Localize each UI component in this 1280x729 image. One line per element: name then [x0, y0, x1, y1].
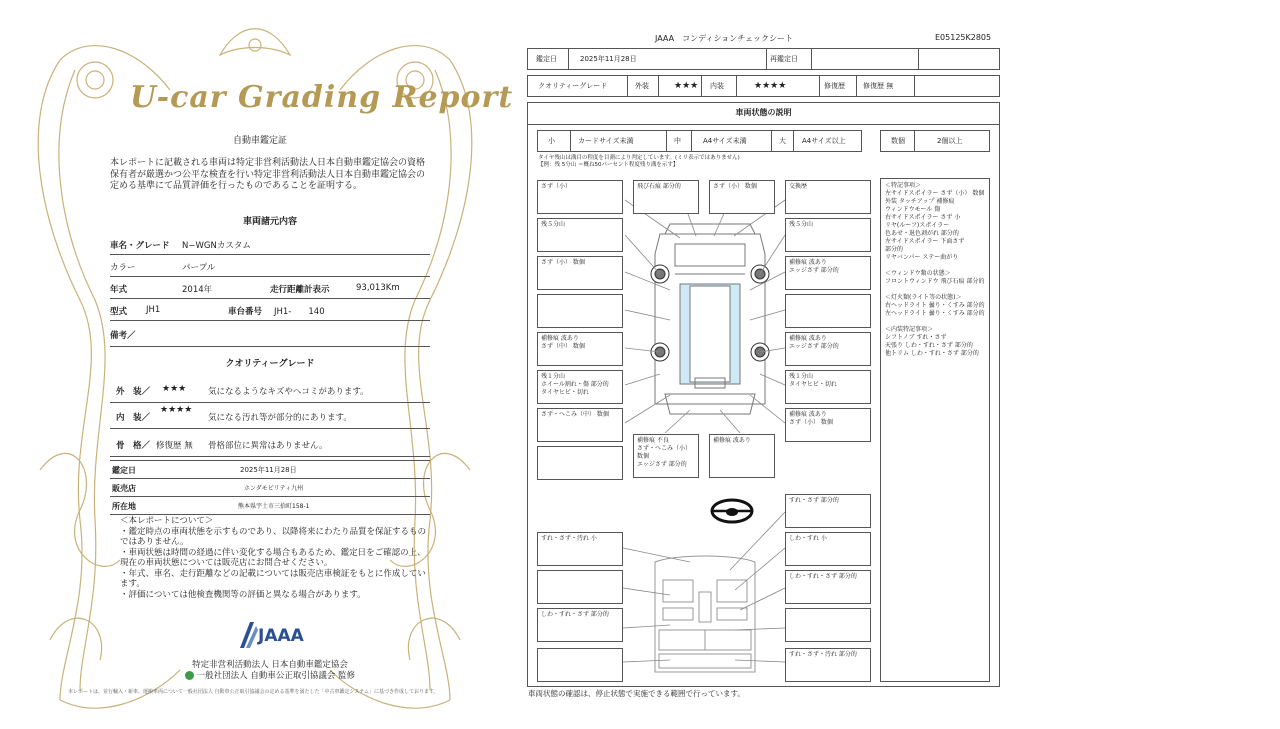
exterior-label-tire-fr: 残５分山 [785, 218, 871, 252]
condition-header: 車両状態の説明 [527, 102, 1000, 125]
exterior-label-bonnet: さず（小） 数個 [709, 180, 775, 214]
exterior-label-front-glass: 飛び石痕 部分的 [633, 180, 699, 214]
exterior-label-quarter-right: 補修痕 波あり さず（小） 数個 [785, 408, 871, 442]
org-fair-trade [170, 671, 370, 682]
tire-note [538, 155, 740, 169]
remark-line: ＜特記事項＞ [885, 182, 922, 189]
special-remarks-panel [880, 178, 990, 682]
exterior-stars: ★★★ [162, 384, 187, 394]
size-large-label: 大 [779, 137, 786, 145]
exterior-label-tire-rr: 残１分山 タイヤヒビ・切れ [785, 370, 871, 404]
interior-label-rear-seat: すれ・さず・汚れ 部分的 [785, 648, 871, 682]
interior-label-ceiling: しわ・すれ・さず 部分的 [785, 570, 871, 604]
exterior-text: 気になるようなキズやヘコミがあります。 [208, 387, 369, 397]
certificate-subtitle: 自動車鑑定証 [232, 136, 287, 146]
sheet-int-label: 内装 [710, 82, 724, 90]
exterior-label-tire-fl: 残５分山 [537, 218, 623, 252]
sheet-date-label: 鑑定日 [536, 55, 557, 63]
org-fair-trade-label: 一般社団法人 自動車公正取引協議会 監修 [196, 671, 356, 681]
sheet-grade-label: クオリティーグレード [538, 82, 608, 90]
interior-label-steering: すれ・さず 部分的 [785, 494, 871, 528]
note-item: ・評価については他検査機関等の評価と異なる場合があります。 [120, 589, 366, 600]
year-label: 年式 [110, 285, 128, 295]
count-legend [880, 130, 990, 152]
tire-note-line: タイヤ残山は溝目の程度を目測により判定しています。(ミリ表示ではありません) [538, 155, 740, 161]
remark-line: リヤ(ルーフ)スポイラー [885, 222, 950, 229]
date-row [527, 48, 1000, 70]
model-label: 車名・グレード [110, 241, 170, 251]
model-value: N−WGNカスタム [182, 241, 251, 251]
exterior-label-rear-bumper: 補修痕 不良 さず・へこみ（小） 数個 エッジさず 部分的 [633, 434, 699, 478]
color-label: カラー [110, 263, 136, 273]
jaaa-logo-text: JAAA [258, 626, 304, 646]
exterior-label-back-door: 補修痕 波あり [709, 434, 775, 478]
remark-line: 左サイドスポイラー 下面さず [885, 238, 965, 245]
remark-line: 他トリム しわ・すれ・さず 部分的 [885, 350, 979, 357]
sheet-code: E05125K2805 [935, 33, 992, 42]
size-large-desc: A4サイズ以上 [802, 137, 846, 145]
interior-text: 気になる汚れ等が部分的にあります。 [208, 413, 352, 423]
chassis-label: 車台番号 [228, 307, 263, 317]
spec-row-color [110, 256, 430, 277]
certificate-title: U-car Grading Report [130, 80, 514, 115]
size-small-label: 小 [548, 137, 555, 145]
remark-line: 左サイドスポイラー さず（小） 数個 [885, 190, 985, 197]
sheet-int-stars: ★★★★ [754, 81, 787, 91]
mileage-value: 93,013Km [356, 283, 400, 293]
remark-line: 右サイドスポイラー さず 小 [885, 214, 961, 221]
note-item: ・鑑定時点の車両状態を示すものであり、以降将来にわたり品質を保証するものではありません。 [120, 526, 427, 547]
remark-line: 色あせ・退色剥がれ 部分的 [885, 230, 959, 237]
report-notes [120, 516, 430, 600]
remark-line: シフトノブ すれ・さず [885, 334, 947, 341]
date-value: 2025年11月28日 [240, 466, 297, 474]
dealer-table [110, 460, 430, 515]
date-label: 鑑定日 [112, 466, 136, 475]
remark-line: 外装 タッチアップ 補修痕 [885, 198, 955, 205]
type-label: 型式 [110, 307, 128, 317]
mileage-label: 走行距離計表示 [270, 285, 330, 295]
sheet-ext-label: 外装 [635, 82, 649, 90]
remark-line: 右ヘッドライト 曇り・くすみ 部分的 [885, 302, 985, 309]
condition-check-sheet [520, 0, 1010, 729]
jaaa-logo [234, 620, 314, 652]
interior-label-driver-seat: すれ・さず・汚れ 小 [537, 532, 623, 566]
sheet-date-value: 2025年11月28日 [580, 55, 637, 63]
remark-line: ＜灯火類(ライト等の状態)＞ [885, 294, 962, 301]
exterior-label-fender-left: さず（小） 数個 [537, 256, 623, 290]
spec-row-type [110, 300, 430, 321]
dealer-value: ホンダモビリティ九州 [244, 485, 304, 492]
address-value: 熊本県宇土市三拾町158-1 [238, 503, 310, 510]
sheet-ext-stars: ★★★ [674, 81, 699, 91]
sheet-footer-note: 車両状態の確認は、停止状態で実施できる範囲で行っています。 [528, 689, 745, 698]
interior-stars: ★★★★ [160, 405, 193, 415]
remark-line: フロントウィンドウ 飛び石痕 部分的 [885, 278, 985, 285]
chassis-value: JH1- 140 [274, 307, 325, 317]
exterior-label-tire-rl: 残１分山 ホイール割れ・傷 部分的 タイヤヒビ・切れ [537, 370, 623, 404]
quality-row-exterior [110, 378, 430, 403]
remark-line: リヤバンパー ステー曲がり [885, 254, 959, 261]
fair-trade-icon [185, 671, 194, 680]
size-small-desc: カードサイズ未満 [578, 137, 634, 145]
exterior-label-door-rr: 補修痕 波あり エッジさず 部分的 [785, 332, 871, 366]
special-remarks-list [885, 182, 985, 358]
exterior-label-front-left: さず（小） [537, 180, 623, 214]
exterior-label: 外 装／ [116, 387, 151, 397]
remark-line: 部分的 [885, 246, 904, 253]
spec-row-year [110, 278, 430, 299]
count-label: 数個 [891, 137, 905, 145]
remark-line [885, 262, 985, 270]
quality-row-interior [110, 404, 430, 429]
year-value: 2014年 [182, 285, 213, 295]
size-mid-desc: A4サイズ未満 [703, 137, 747, 145]
interior-label: 内 装／ [116, 413, 151, 423]
remark-line: 左ヘッドライト 曇り・くすみ 部分的 [885, 310, 985, 317]
org-jaaa: 特定非営利活動法人 日本自動車鑑定協会 [192, 660, 348, 670]
exterior-label-door-fl [537, 294, 623, 328]
certificate-intro: 本レポートに記載される車両は特定非営利活動法人日本自動車鑑定協会の資格保有者が厳選かつ公平な検査を行い特定非営利活動法人日本自動車鑑定協会の定める基準にて品質評価を行ったものであることを証明する。 [110, 158, 426, 191]
remark-line: ウィンドウモール 傷 [885, 206, 941, 213]
interior-label-left-trim [537, 570, 623, 604]
spec-row-model [110, 234, 430, 255]
remark-line [885, 318, 985, 326]
frame-text: 骨格部位に異常はありません。 [208, 441, 328, 451]
certificate-footer: 本レポートは、並行輸入・新車、運搬車両について一般社団法人 自動車公正取引協議会の定める基準を満たした「中古車鑑定システム」に基づき作成しております。 [68, 689, 439, 695]
interior-label-rear-left-trim: しわ・すれ・さず 部分的 [537, 608, 623, 642]
note-item: ・年式、車名、走行距離などの記載については販売店車検証をもとに作成しています。 [120, 568, 426, 589]
count-desc: 2個以上 [937, 137, 963, 145]
sheet-title: JAAA コンディションチェックシート [655, 34, 794, 43]
size-legend [537, 130, 862, 152]
address-label: 所在地 [112, 502, 136, 511]
quality-header: クオリティーグレード [225, 359, 315, 369]
interior-label-passenger-seat: しわ・すれ 小 [785, 532, 871, 566]
size-mid-label: 中 [674, 137, 681, 145]
color-value: パープル [182, 263, 216, 273]
interior-label-rear-right-trim [785, 608, 871, 642]
interior-label-rear-seat-left [537, 648, 623, 682]
grading-certificate [0, 0, 514, 729]
exterior-label-quarter-left: さず・へこみ（中） 数個 [537, 408, 623, 442]
exterior-label-rear-left [537, 446, 623, 480]
sheet-repair-value: 修復歴 無 [863, 82, 894, 90]
tire-note-example: 【例：残 5分山 ＝概ね50パーセント程度残り溝を示す】 [538, 162, 679, 168]
frame-value: 修復歴 無 [156, 441, 193, 451]
sheet-repair-label: 修復歴 [824, 82, 845, 90]
remark-line: ＜内装特記事項＞ [885, 326, 934, 333]
frame-label: 骨 格／ [116, 441, 151, 451]
remark-line [885, 286, 985, 294]
note-item: ・車両状態は時間の経過に伴い変化する場合もあるため、鑑定日をご確認の上、現在の車両状態については販売店にお問合せください。 [120, 547, 426, 568]
quality-row-frame [110, 432, 430, 457]
remark-line: ＜ウィンドウ類の状態＞ [885, 270, 951, 277]
exterior-label-fender-right: 補修痕 波あり エッジさず 部分的 [785, 256, 871, 290]
notes-title: ＜本レポートについて＞ [120, 516, 214, 526]
type-value: JH1 [146, 305, 161, 315]
reinspect-label: 再鑑定日 [770, 55, 798, 63]
grade-row [527, 75, 1000, 97]
exterior-label-door-fr [785, 294, 871, 328]
remarks-label: 備考／ [110, 331, 136, 341]
exterior-label-front-right: 交換歴 [785, 180, 871, 214]
remark-line: 天張り しわ・すれ・さず 部分的 [885, 342, 973, 349]
exterior-label-door-rl: 補修痕 波あり さず（中） 数個 [537, 332, 623, 366]
issuing-organizations [170, 660, 370, 682]
dealer-label: 販売店 [112, 484, 136, 493]
spec-row-remarks [110, 324, 430, 347]
specs-header: 車両諸元内容 [242, 217, 297, 227]
